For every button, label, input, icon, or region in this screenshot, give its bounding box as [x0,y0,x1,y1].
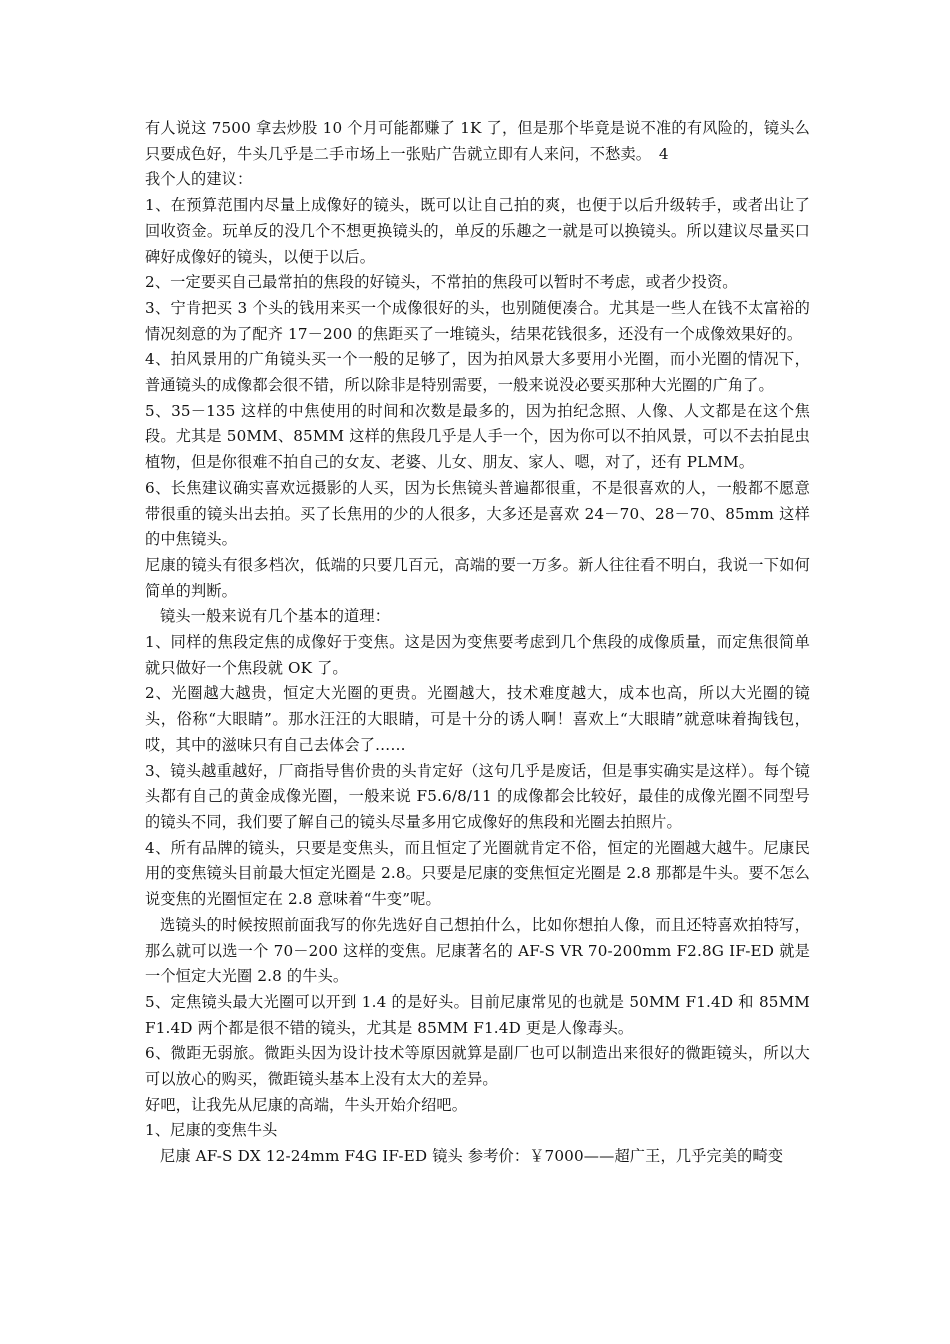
paragraph-principle-1: 1、同样的焦段定焦的成像好于变焦。这是因为变焦要考虑到几个焦段的成像质量，而定焦很简单就只做好一个焦段就 OK 了。 [145,633,810,677]
paragraph-advice-2: 2、一定要买自己最常拍的焦段的好镜头，不常拍的焦段可以暂时不考虑，或者少投资。 [145,273,738,292]
paragraph-advice-6: 6、长焦建议确实喜欢远摄影的人买，因为长焦镜头普遍都很重，不是很喜欢的人，一般都不愿意带很重的镜头出去拍。买了长焦用的少的人很多，大多还是喜欢 24－70、28－70、85mm 这样的中焦镜头。 [145,478,810,549]
paragraph-principle-2: 2、光圈越大越贵，恒定大光圈的更贵。光圈越大，技术难度越大，成本也高，所以大光圈的镜头，俗称“大眼睛”。那水汪汪的大眼睛，可是十分的诱人啊！喜欢上“大眼睛”就意味着掏钱包，哎，其中的滋味只有自己去体会了…… [145,684,810,754]
paragraph-advice-4: 4、拍风景用的广角镜头买一个一般的足够了，因为拍风景大多要用小光圈，而小光圈的情况下，普通镜头的成像都会很不错，所以除非是特别需要，一般来说没必要买那种大光圈的广角了。 [145,350,810,395]
paragraph-advice-5: 5、35－135 这样的中焦使用的时间和次数是最多的，因为拍纪念照、人像、人文都是在这个焦段。尤其是 50MM、85MM 这样的焦段几乎是人手一个，因为你可以不拍风景，可以不去拍昆虫植物，但是你很难不拍自己的女友、老婆、儿女、朋友、家人、嗯，对了，还有 PLMM。 [145,401,810,472]
paragraph-choose-lens: 选镜头的时候按照前面我写的你先选好自己想拍什么，比如你想拍人像，而且还特喜欢拍特写，那么就可以选一个 70－200 这样的变焦。尼康著名的 AF-S VR 70-200mm F2.8G IF-ED 就是一个恒定大光圈 2.8 的牛头。 [145,915,810,986]
paragraph-principle-5: 5、定焦镜头最大光圈可以开到 1.4 的是好头。目前尼康常见的也就是 50MM F1.4D 和 85MM F1.4D 两个都是很不错的镜头，尤其是 85MM F1.4D 更是人像毒头。 [145,992,810,1037]
paragraph-advice-3: 3、宁肯把买 3 个头的钱用来买一个成像很好的头，也别随便凑合。尤其是一些人在钱不太富裕的情况刻意的为了配齐 17－200 的焦距买了一堆镜头，结果花钱很多，还没有一个成像效果好的。 [145,298,810,343]
paragraph-advice-1: 1、在预算范围内尽量上成像好的镜头，既可以让自己拍的爽，也便于以后升级转手，或者出让了回收资金。玩单反的没几个不想更换镜头的，单反的乐趣之一就是可以换镜头。所以建议尽量买口碑好成像好的镜头，以便于以后。 [145,196,810,266]
paragraph-principle-3: 3、镜头越重越好，厂商指导售价贵的头肯定好（这句几乎是废话，但是事实确实是这样）。每个镜头都有自己的黄金成像光圈，一般来说 F5.6/8/11 的成像都会比较好，最佳的成像光圈不同型号的镜头不同，我们要了解自己的镜头尽量多用它成像好的焦段和光圈去拍照片。 [145,761,810,831]
paragraph-nikon-levels: 尼康的镜头有很多档次，低端的只要几百元，高端的要一万多。新人往往看不明白，我说一下如何简单的判断。 [145,555,810,600]
paragraph-lens-12-24: 尼康 AF-S DX 12-24mm F4G IF-ED 镜头 参考价：￥7000——超广王，几乎完美的畸变 [160,1147,784,1166]
paragraph-intro-high-end: 好吧，让我先从尼康的高端，牛头开始介绍吧。 [145,1095,468,1114]
paragraph-principle-4: 4、所有品牌的镜头，只要是变焦头，而且恒定了光圈就肯定不俗，恒定的光圈越大越牛。尼康民用的变焦镜头目前最大恒定光圈是 2.8。只要是尼康的变焦恒定光圈是 2.8 那都是牛头。要不怎么说变焦的光圈恒定在 2.8 意味着“牛变”呢。 [145,838,810,909]
paragraph-principle-6: 6、微距无弱旅。微距头因为设计技术等原因就算是副厂也可以制造出来很好的微距镜头，所以大可以放心的购买，微距镜头基本上没有太大的差异。 [145,1044,810,1089]
paragraph-principles-heading: 镜头一般来说有几个基本的道理： [160,607,391,626]
section-heading-zoom: 1、尼康的变焦牛头 [145,1121,278,1140]
paragraph-advice-heading: 我个人的建议： [145,170,253,189]
document-body [145,116,810,1170]
paragraph-intro-stock: 有人说这 7500 拿去炒股 10 个月可能都赚了 1K 了，但是那个毕竟是说不准的有风险的，镜头么只要成色好，牛头几乎是二手市场上一张贴广告就立即有人来问，不愁卖。 4 [145,119,810,163]
